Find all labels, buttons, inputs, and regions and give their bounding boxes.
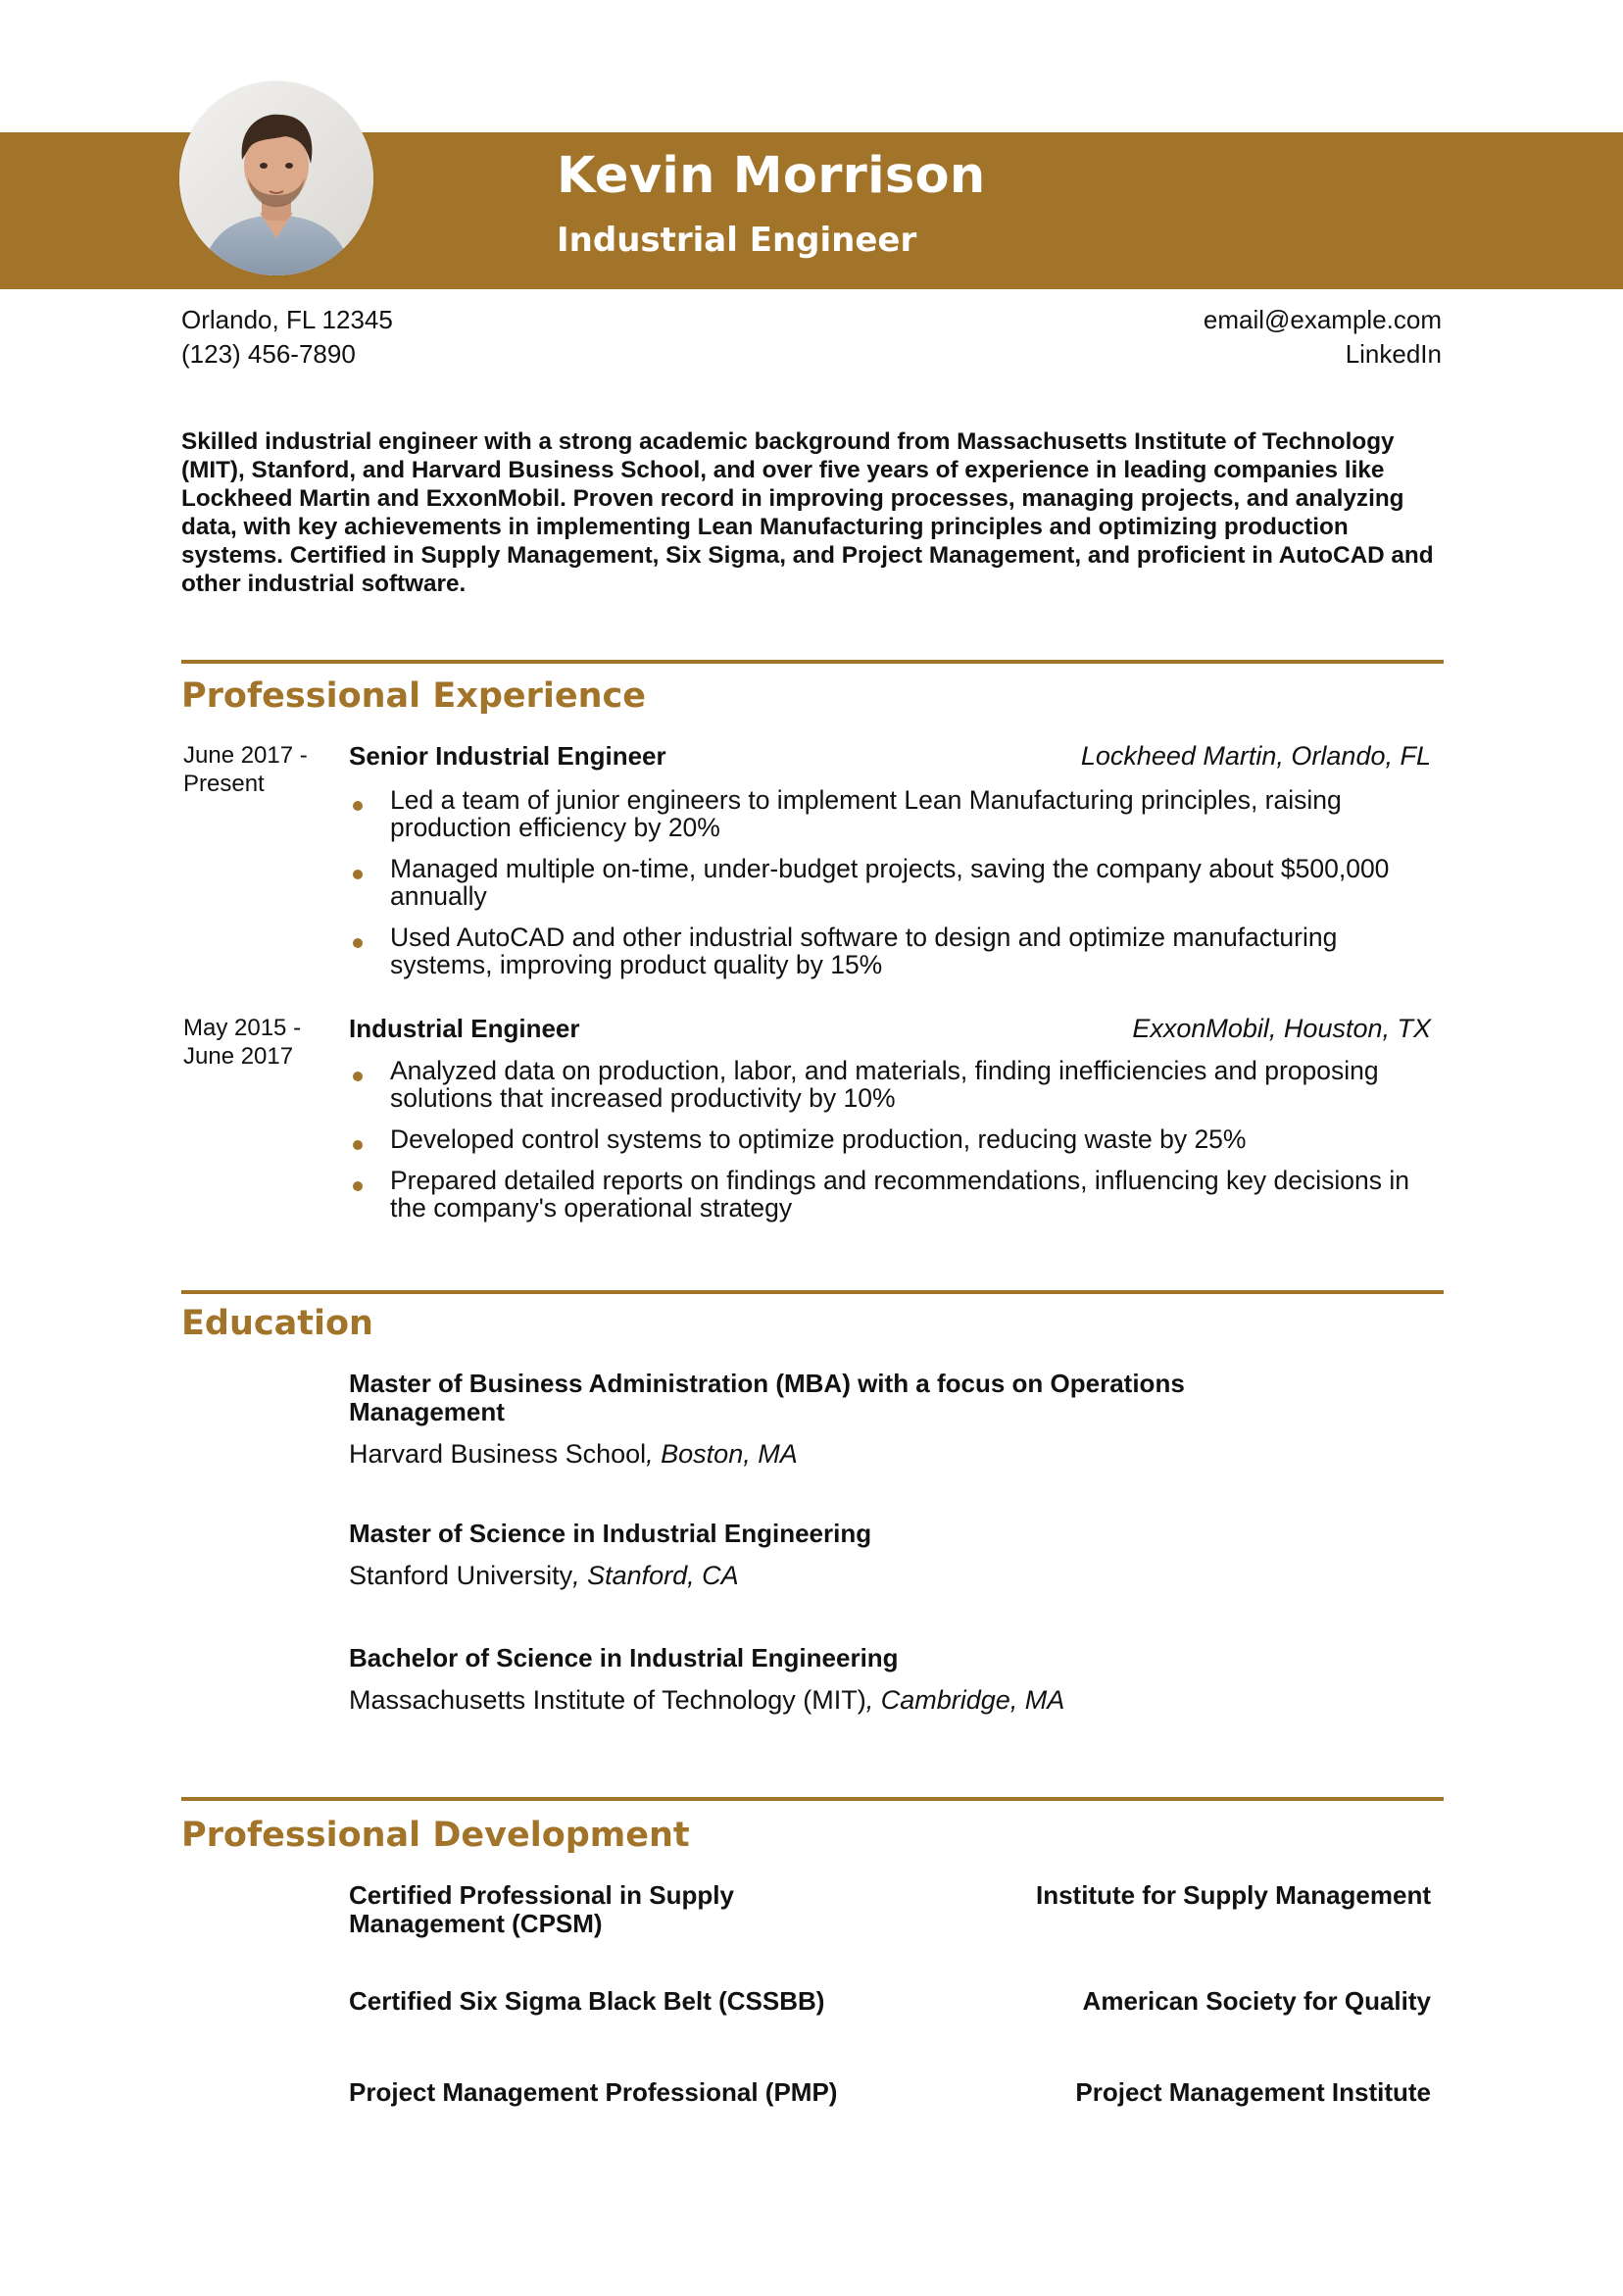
- candidate-name: Kevin Morrison: [557, 147, 986, 205]
- bullet-item: [349, 855, 1427, 910]
- certification-issuer: Project Management Institute: [1075, 2077, 1431, 2107]
- linkedin-link[interactable]: LinkedIn: [1345, 339, 1442, 369]
- job-title: Industrial Engineer: [349, 1014, 580, 1043]
- school-name: Massachusetts Institute of Technology (MIT): [349, 1685, 866, 1715]
- bullet-text: Led a team of junior engineers to implement Lean Manufacturing principles, raising production efficiency by 20%: [390, 785, 1342, 842]
- avatar: [179, 81, 373, 275]
- summary-text: Skilled industrial engineer with a strong academic background from Massachusetts Institute of Technology (MIT), Stanford, and Harvard Business School, and over five years of experience in leading companies like Lockheed Martin and ExxonMobil. Proven record in improving processes, managing projects, and analyzing data, with key achievements in implementing Lean Manufacturing principles and optimizing production systems. Certified in Supply Management, Six Sigma, and Project Management, and proficient in AutoCAD and other industrial software.: [181, 428, 1434, 597]
- bullet-text: Prepared detailed reports on findings and recommendations, influencing key decisions in the company's operational strategy: [390, 1166, 1410, 1223]
- phone-text: (123) 456-7890: [181, 339, 356, 369]
- certification-entry: [349, 1987, 1431, 2017]
- bullet-item: [349, 923, 1427, 978]
- bullet-text: Analyzed data on production, labor, and materials, finding inefficiencies and proposing solutions that increased productivity by 10%: [390, 1056, 1379, 1113]
- school-line: [349, 1685, 1378, 1715]
- bullet-item: [349, 786, 1427, 841]
- bullet-item: [349, 1125, 1427, 1153]
- bullet-item: [349, 1057, 1427, 1112]
- bullet-text: Used AutoCAD and other industrial software to design and optimize manufacturing systems, improving product quality by 15%: [390, 923, 1338, 979]
- section-title-experience: Professional Experience: [181, 676, 647, 716]
- education-entry: [349, 1520, 1378, 1590]
- email-link[interactable]: email@example.com: [1203, 305, 1442, 334]
- section-divider: [181, 1290, 1444, 1294]
- certification-name: Certified Six Sigma Black Belt (CSSBB): [349, 1986, 825, 2016]
- job-title: Senior Industrial Engineer: [349, 741, 666, 771]
- contact-left: [181, 303, 393, 372]
- candidate-title: Industrial Engineer: [557, 221, 917, 260]
- section-divider: [181, 660, 1444, 664]
- certification-issuer: American Society for Quality: [1082, 1986, 1431, 2016]
- job-company: ExxonMobil, Houston, TX: [1132, 1014, 1431, 1043]
- job-dates: June 2017 - Present: [183, 742, 308, 797]
- education-entry: [349, 1644, 1378, 1715]
- job-entry: [181, 741, 1436, 986]
- certification-name: Certified Professional in Supply Management (CPSM): [349, 1880, 734, 1938]
- job-bullets: [349, 786, 1427, 992]
- bullet-dot-icon: [353, 938, 363, 948]
- job-entry: [181, 1014, 1436, 1259]
- bullet-dot-icon: [353, 1072, 363, 1081]
- contact-right: [1204, 303, 1442, 372]
- bullet-dot-icon: [353, 1181, 363, 1191]
- bullet-text: Developed control systems to optimize production, reducing waste by 25%: [390, 1124, 1247, 1154]
- school-location: , Stanford, CA: [572, 1561, 739, 1590]
- job-company: Lockheed Martin, Orlando, FL: [1080, 741, 1431, 771]
- section-title-education: Education: [181, 1304, 373, 1343]
- profile-photo: [179, 81, 373, 275]
- school-line: [349, 1439, 1290, 1469]
- school-line: [349, 1561, 1378, 1590]
- certification-issuer: Institute for Supply Management: [1035, 1880, 1431, 1910]
- degree-title: Bachelor of Science in Industrial Engineering: [349, 1643, 899, 1672]
- degree-title: Master of Business Administration (MBA) with a focus on Operations Management: [349, 1369, 1185, 1426]
- school-location: , Boston, MA: [646, 1439, 798, 1469]
- certification-entry: [349, 1881, 1431, 1940]
- degree-title: Master of Science in Industrial Engineering: [349, 1519, 872, 1548]
- school-location: , Cambridge, MA: [865, 1685, 1065, 1715]
- job-bullets: [349, 1057, 1427, 1235]
- certification-name: Project Management Professional (PMP): [349, 2077, 838, 2107]
- section-title-development: Professional Development: [181, 1816, 690, 1855]
- bullet-text: Managed multiple on-time, under-budget projects, saving the company about $500,000 annually: [390, 854, 1390, 911]
- job-dates: May 2015 - June 2017: [183, 1015, 302, 1070]
- bullet-dot-icon: [353, 801, 363, 811]
- certification-entry: [349, 2078, 1431, 2108]
- address-text: Orlando, FL 12345: [181, 305, 393, 334]
- bullet-dot-icon: [353, 870, 363, 879]
- school-name: Stanford University: [349, 1561, 573, 1590]
- education-entry: [349, 1370, 1290, 1469]
- bullet-item: [349, 1167, 1427, 1222]
- section-divider: [181, 1797, 1444, 1801]
- school-name: Harvard Business School: [349, 1439, 647, 1469]
- bullet-dot-icon: [353, 1140, 363, 1150]
